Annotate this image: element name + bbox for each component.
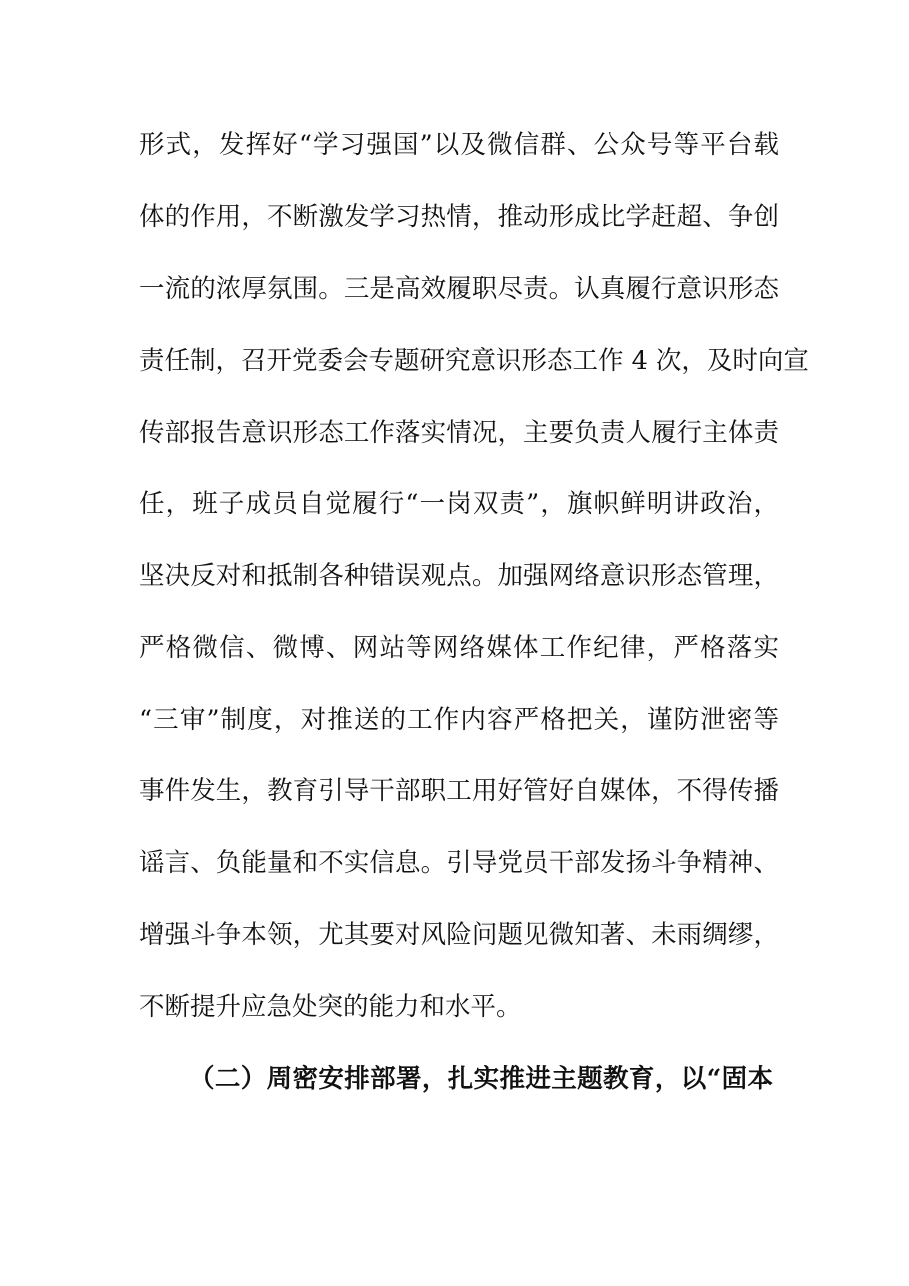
paragraph-line: 不断提升应急处突的能力和水平。 — [139, 992, 522, 1022]
paragraph-line: 坚决反对和抵制各种错误观点。加强网络意识形态管理， — [139, 561, 779, 591]
paragraph-line: 严格微信、微博、网站等网络媒体工作纪律，严格落实 — [139, 633, 779, 663]
paragraph-line: 任，班子成员自觉履行“一岗双责”，旗帜鲜明讲政治， — [139, 489, 779, 519]
paragraph-line: 传部报告意识形态工作落实情况，主要负责人履行主体责 — [139, 418, 779, 448]
paragraph-line: 形式，发挥好“学习强国”以及微信群、公众号等平台载 — [139, 130, 779, 160]
paragraph-line: 增强斗争本领，尤其要对风险问题见微知著、未雨绸缪， — [139, 920, 779, 950]
section-heading: （二）周密安排部署，扎实推进主题教育，以“固本 — [189, 1064, 773, 1094]
paragraph-line: “三审”制度，对推送的工作内容严格把关，谨防泄密等 — [139, 705, 779, 735]
paragraph-line: 体的作用，不断激发学习热情，推动形成比学赶超、争创 — [139, 202, 779, 232]
paragraph-line: 一流的浓厚氛围。三是高效履职尽责。认真履行意识形态 — [139, 274, 779, 304]
paragraph-line: 事件发生，教育引导干部职工用好管好自媒体，不得传播 — [139, 776, 779, 806]
paragraph-line: 谣言、负能量和不实信息。引导党员干部发扬斗争精神、 — [139, 848, 779, 878]
paragraph-line: 责任制，召开党委会专题研究意识形态工作 4 次，及时向宣 — [139, 346, 809, 376]
